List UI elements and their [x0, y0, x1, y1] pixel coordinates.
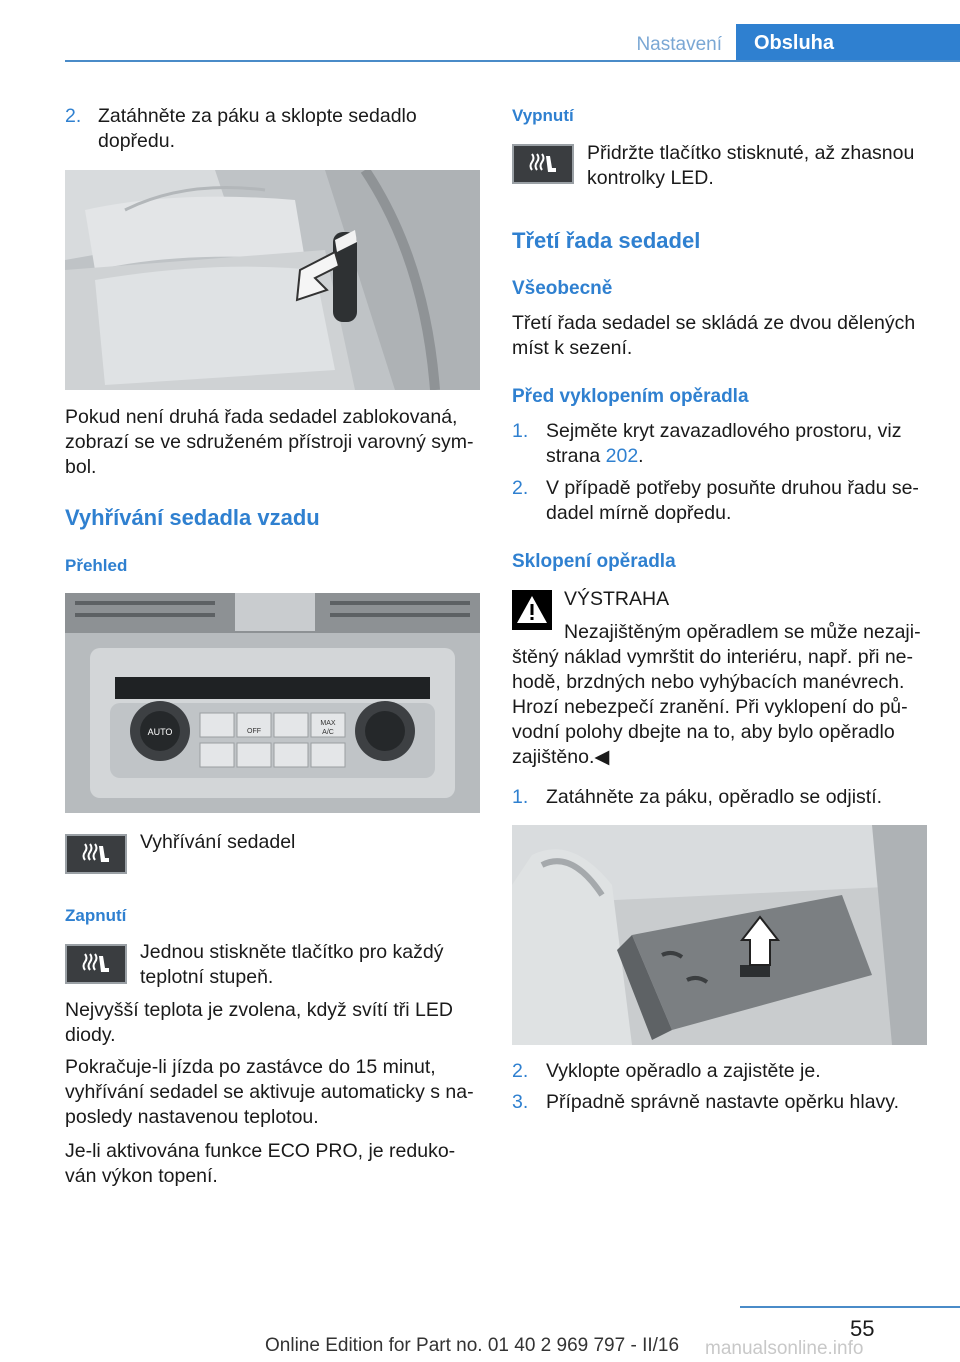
icon-caption: Vyhřívání sedadel [140, 831, 296, 853]
step-text: Sejměte kryt zavazadlového prostoru, viz strana 202. [546, 420, 902, 467]
seat-heating-icon [512, 144, 574, 184]
step-number: 2. [65, 105, 82, 127]
subsection-heading: Před vyklopením opěradla [512, 386, 749, 407]
third-row-seat-photo [512, 825, 927, 1045]
paragraph: Pokud není druhá řada sedadel zablokovaná, zobrazí se ve sdruženém přístroji varovný sym‐bol. [65, 406, 474, 478]
watermark-text: manualsonline.info [705, 1338, 864, 1359]
warning-text: štěný náklad vymrštit do interiéru, např. při ne‐hodě, brzdných nebo vyhýbacích manévrech. Hrozí nebezpečí zranění. Při vyklopení do pů‐vodní polohy dbejte na to, aby bylo opěradlo zajištěno.◀ [512, 646, 914, 768]
seat-heating-icon [65, 944, 127, 984]
paragraph: Nejvyšší teplota je zvolena, když svítí tři LED diody. [65, 999, 453, 1046]
paragraph: Přidržte tlačítko stisknuté, až zhasnou kontrolky LED. [587, 142, 915, 189]
step-text: Zatáhněte za páku a sklopte sedadlo dopředu. [98, 105, 417, 152]
console-auto-label: AUTO [147, 727, 173, 737]
page-number: 55 [850, 1316, 875, 1341]
tab-obsluha[interactable]: Obsluha [736, 24, 960, 62]
edition-text: Online Edition for Part no. 01 40 2 969 797 - II/16 [265, 1335, 680, 1356]
step-number: 2. [512, 477, 529, 499]
subsection-heading: Všeobecně [512, 278, 613, 299]
step-text: Případně správně nastavte opěrku hlavy. [546, 1091, 900, 1113]
section-heading: Vyhřívání sedadla vzadu [65, 505, 320, 530]
section-heading: Třetí řada sedadel [512, 228, 701, 253]
step-text: V případě potřeby posuňte druhou řadu se‐dadel mírně dopředu. [546, 477, 919, 524]
console-max-label: MAX [320, 720, 336, 727]
subsection-heading: Zapnutí [65, 906, 127, 925]
warning-title: VÝSTRAHA [564, 588, 670, 610]
subsection-heading: Vypnutí [512, 106, 574, 125]
paragraph: Třetí řada sedadel se skládá ze dvou dělených míst k sezení. [512, 312, 916, 359]
climate-console-photo [65, 593, 480, 813]
subsection-heading: Sklopení opěradla [512, 551, 676, 572]
paragraph: Je-li aktivována funkce ECO PRO, je reduko‐ván výkon topení. [65, 1140, 456, 1187]
subsection-heading: Přehled [65, 556, 128, 575]
page-link[interactable]: 202 [605, 445, 639, 467]
warning-icon [512, 590, 552, 630]
header-rule [65, 60, 960, 62]
console-ac-label: A/C [322, 729, 334, 736]
tab-nastaveni[interactable]: Nastavení [636, 34, 722, 55]
rear-seat-photo [65, 170, 480, 390]
console-off-label: OFF [247, 728, 261, 735]
step-number: 3. [512, 1091, 529, 1113]
step-number: 1. [512, 786, 529, 808]
step-text: Zatáhněte za páku, opěradlo se odjistí. [546, 786, 883, 808]
warning-text: Nezajištěným opěradlem se může nezaji‐ [564, 621, 921, 643]
paragraph: Pokračuje-li jízda po zastávce do 15 minut, vyhřívání sedadel se aktivuje automaticky s na‐posledy nastavenou teplotou. [65, 1056, 474, 1128]
step-number: 1. [512, 420, 529, 442]
step-number: 2. [512, 1060, 529, 1082]
footer-rule [740, 1306, 960, 1308]
seat-heating-icon [65, 834, 127, 874]
paragraph: Jednou stiskněte tlačítko pro každý teplotní stupeň. [140, 941, 444, 988]
step-text: Vyklopte opěradlo a zajistěte je. [546, 1060, 821, 1082]
